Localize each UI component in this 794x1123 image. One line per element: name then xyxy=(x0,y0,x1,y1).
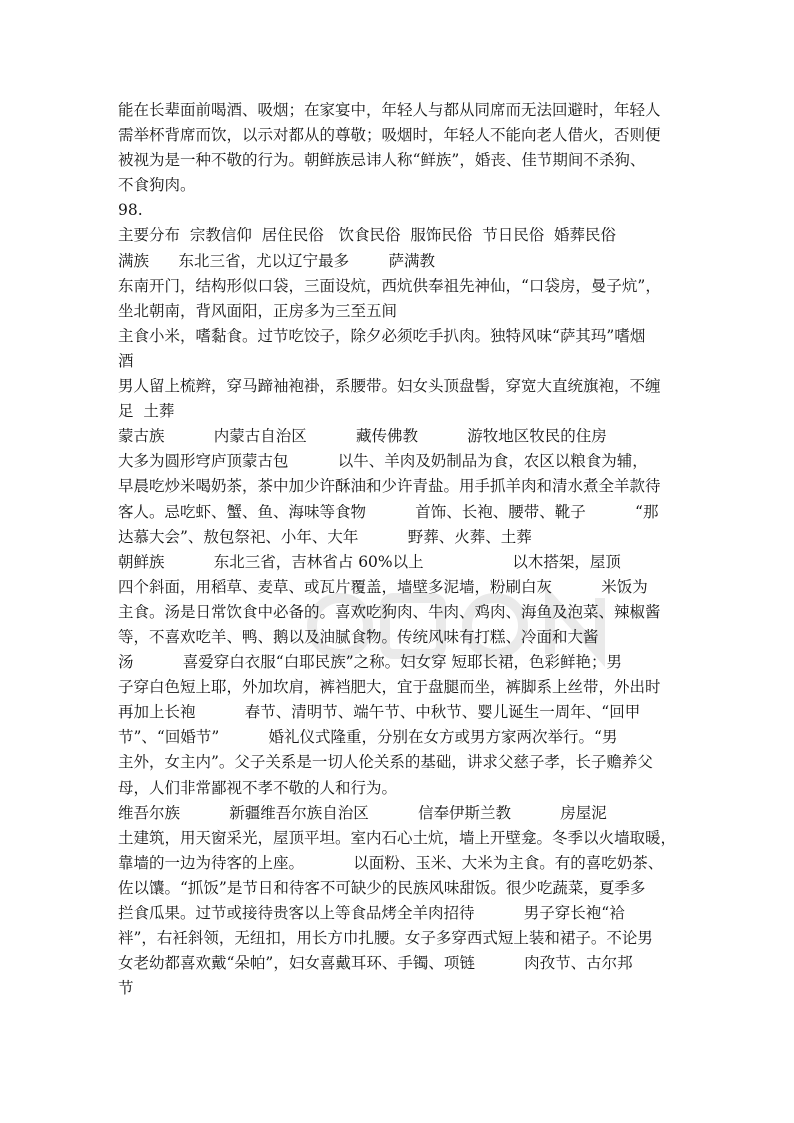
text-line: 拦食瓜果。过节或接待贵客以上等食品烤全羊肉招待 男子穿长袍“袷 xyxy=(118,904,625,922)
text-line: 98. xyxy=(118,201,143,220)
document-page xyxy=(118,98,686,1001)
text-line: 等，不喜欢吃羊、鸭、鹅以及油腻食物。传统风味有打糕、冷面和大酱 xyxy=(118,627,599,646)
text-line: 主食小米，嗜黏食。过节吃饺子，除夕必须吃手扒肉。独特风味“萨其玛”嗜烟 xyxy=(118,326,646,345)
text-line: 东南开门，结构形似口袋，三面设炕，西炕供奉祖先神仙，“口袋房，曼子炕”， xyxy=(118,276,661,295)
text-line: 四个斜面，用稻草、麦草、或瓦片覆盖，墙壁多泥墙，粉刷白灰 米饭为 xyxy=(118,577,648,596)
text-line: 客人。忌吃虾、蟹、鱼、海味等食物 首饰、长袍、腰带、靴子 “那 xyxy=(118,502,659,521)
text-line: 男人留上梳辫，穿马蹄袖袍褂，系腰带。妇女头顶盘髻，穿宽大直统旗袍，不缠 xyxy=(118,377,661,396)
text-line: 汤 喜爱穿白衣服“白耶民族”之称。妇女穿 短耶长裙，色彩鲜艳；男 xyxy=(118,653,623,672)
text-line: 主食。汤是日常饮食中必备的。喜欢吃狗肉、牛肉、鸡肉、海鱼及泡菜、辣椒酱 xyxy=(118,602,661,621)
text-line: 女老幼都喜欢戴“朵帕”，妇女喜戴耳环、手镯、项链 肉孜节、古尔邦 xyxy=(118,954,633,973)
text-line: 土建筑，用天窗采光，屋顶平坦。室内石心土炕，墙上开壁龛。冬季以火墙取暖， xyxy=(118,828,677,847)
text-line: 大多为圆形穹庐顶蒙古包 以牛、羊肉及奶制品为食，农区以粮食为辅， xyxy=(118,452,648,471)
text-line: 佐以馕。“抓饭”是节日和待客不可缺少的民族风味甜饭。很少吃蔬菜，夏季多 xyxy=(118,878,646,897)
text-line: 袢”，右衽斜领，无纽扣，用长方巾扎腰。女子多穿西式短上装和裙子。不论男 xyxy=(118,929,653,948)
text-line: 早晨吃炒米喝奶茶，茶中加少许酥油和少许青盐。用手抓羊肉和清水煮全羊款待 xyxy=(118,477,661,496)
text-line: 酒 xyxy=(118,351,134,370)
text-line: 朝鲜族 东北三省，吉林省占 60%以上 以木搭架，屋顶 xyxy=(118,552,621,571)
text-line: 被视为是一种不敬的行为。朝鲜族忌讳人称“鲜族”，婚丧、佳节期间不杀狗、 xyxy=(118,151,646,170)
text-line: 节 xyxy=(118,979,134,998)
text-line: 再加上长袍 春节、清明节、端午节、中秋节、婴儿诞生一周年、“回甲 xyxy=(118,703,641,722)
text-line: 需举杯背席而饮，以示对都从的尊敬；吸烟时，年轻人不能向老人借火，否则便 xyxy=(118,126,661,145)
text-line: 达慕大会”、敖包祭祀、小年、大年 野葬、火葬、土葬 xyxy=(118,527,532,546)
text-line: 主外，女主内”。父子关系是一切人伦关系的基础，讲求父慈子孝，长子赡养父 xyxy=(118,753,653,772)
text-line: 坐北朝南，背风面阳，正房多为三至五间 xyxy=(118,301,398,320)
text-line: 母，人们非常鄙视不孝不敬的人和行为。 xyxy=(118,778,398,797)
text-line: 能在长辈面前喝酒、吸烟；在家宴中，年轻人与都从同席而无法回避时，年轻人 xyxy=(118,101,661,119)
text-line: 靠墙的一边为待客的上座。 以面粉、玉米、大米为主食。有的喜吃奶茶、 xyxy=(118,853,664,872)
text-line: 蒙古族 内蒙古自治区 藏传佛教 游牧地区牧民的住房 xyxy=(118,427,607,446)
text-line: 不食狗肉。 xyxy=(118,176,196,195)
text-line: 主要分布 宗教信仰 居住民俗 饮食民俗 服饰民俗 节日民俗 婚葬民俗 xyxy=(118,226,617,245)
text-line: 子穿白色短上耶，外加坎肩，裤裆肥大，宜于盘腿而坐，裤脚系上丝带，外出时 xyxy=(118,678,661,697)
text-line: 节”、“回婚节” 婚礼仪式隆重，分别在女方或男方家两次举行。“男 xyxy=(118,728,618,747)
text-line: 满族 东北三省，尤以辽宁最多 萨满教 xyxy=(118,251,435,270)
text-line: 足 土葬 xyxy=(118,402,175,421)
text-line: 维吾尔族 新疆维吾尔族自治区 信奉伊斯兰教 房屋泥 xyxy=(118,803,607,822)
